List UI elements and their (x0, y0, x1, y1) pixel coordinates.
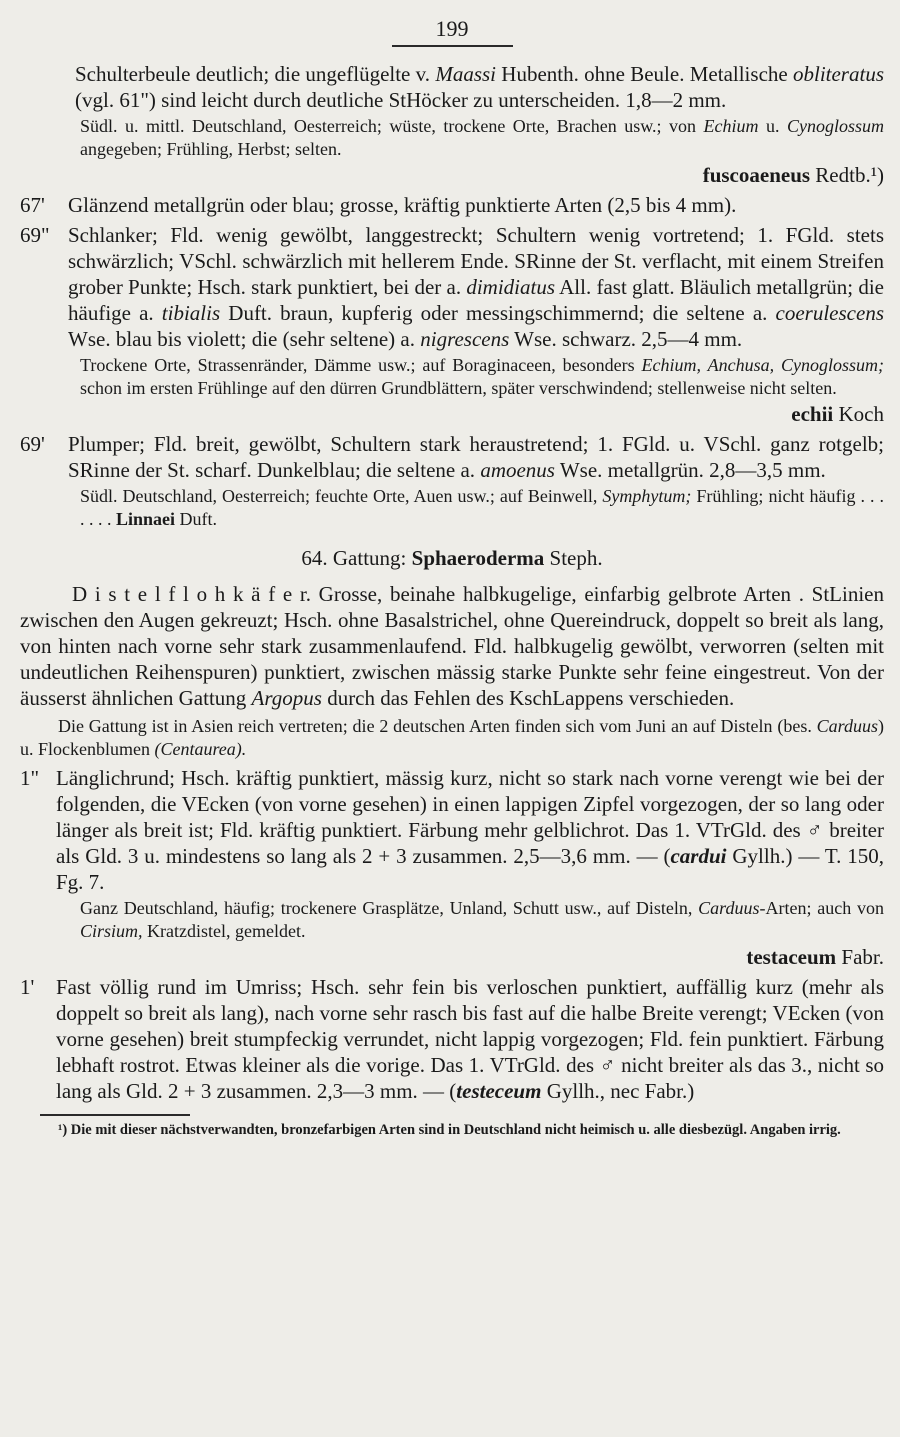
key-entry-1-doubleprime-text (56, 765, 884, 895)
text-run: Gyllh.) — T. 150, Fg. 7. (56, 844, 884, 894)
key-entry-67 (20, 192, 884, 218)
text-run: Frühling; nicht häufig (691, 486, 856, 506)
text-run: Cirsium, (80, 921, 143, 941)
text-run: testeceum (456, 1079, 542, 1103)
text-run: -Arten; auch von (759, 898, 884, 918)
text-run: Plumper; Fld. breit, gewölbt, Schultern stark heraustretend; 1. FGld. u. VSchl. ganz rotgelb; SRinne der St. scharf. Dunkelblau; die seltene a. (68, 432, 884, 482)
text-run: amoenus (480, 458, 555, 482)
text-run: u. (758, 116, 787, 136)
text-run: Kratzdistel, gemeldet. (142, 921, 306, 941)
page-header (20, 16, 884, 47)
key-entry-1-prime-text (56, 974, 884, 1104)
text-run: Duft. braun, kupferig oder messingschimmernd; die seltene a. (220, 301, 776, 325)
key-entry-1-doubleprime (20, 765, 884, 895)
key-entry-69-prime-text (68, 431, 884, 483)
text-run: tibialis (161, 301, 221, 325)
text-run: Linnaei (116, 509, 176, 529)
species-line-testaceum (20, 944, 884, 970)
key-number-1-prime: 1' (20, 975, 35, 999)
key-number-69-prime: 69' (20, 432, 45, 456)
continuation-paragraph (75, 61, 884, 113)
text-run: durch das Fehlen des KschLappens verschieden. (321, 686, 735, 710)
text-run: ¹) Die mit dieser nächstverwandten, bronzefarbigen Arten sind in Deutschland nicht heimisch u. alle diesbezügl. Angaben irrig. (58, 1122, 841, 1138)
text-run: Südl. u. mittl. Deutschland, Oesterreich; wüste, trockene Orte, Brachen usw.; von (80, 116, 704, 136)
text-run: Argopus (251, 686, 322, 710)
genus-distribution-note (20, 715, 884, 761)
text-run: Südl. Deutschland, Oesterreich; feuchte Orte, Auen usw.; auf Beinwell, (80, 486, 603, 506)
key-entry-67-text (68, 192, 884, 218)
text-run: Maassi (435, 62, 497, 86)
key-entry-69-doubleprime (20, 222, 884, 352)
species-line-echii (20, 401, 884, 427)
text-run: Echium (703, 116, 759, 136)
text-run: Wse. schwarz. 2,5—4 mm. (509, 327, 743, 351)
text-run: 64. Gattung: (301, 546, 412, 570)
text-run: dimidiatus (466, 275, 556, 299)
text-run: Sphaeroderma (411, 546, 545, 570)
text-run: Glänzend metallgrün oder blau; grosse, kräftig punktierte Arten (2,5 bis 4 mm). (68, 193, 737, 217)
text-run: schon im ersten Frühlinge auf den dürren Grundblättern, später verschwindend; stellenweise nicht selten. (80, 378, 837, 398)
text-run: D i s t e l f l o h k ä f e r. Grosse, beinahe halbkugelige, einfarbig gelbrote Arten . StLinien zwischen den Augen gekreuzt; Hsch. ohne Basalstrichel, ohne Quereindruck, doppelt so breit als lang, von hinten nach vorne sehr stark zusammenlaufend. Fld. halbkugelig gewölbt, verworren (selten mit undeutlichen Reihenspuren) punktiert, zwischen mässig starke Punkte sehr feine eingestreut. Von der äusserst ähnlichen Gattung (20, 582, 884, 710)
page-number: 199 (392, 16, 513, 47)
text-run: Echium, Anchusa, Cynoglossum; (641, 355, 884, 375)
habitat-note-fuscoaeneus (80, 115, 884, 161)
key-entry-69-doubleprime-text (68, 222, 884, 352)
habitat-note-linnaei (80, 485, 884, 531)
text-run: (Centaurea). (154, 739, 247, 759)
habitat-note-echii (80, 354, 884, 400)
text-run: Redtb.¹) (810, 163, 884, 187)
text-run: echii (791, 402, 834, 426)
text-run: testaceum (746, 945, 837, 969)
text-run: Schulterbeule deutlich; die ungeflügelte v. (75, 62, 436, 86)
text-run: Fast völlig rund im Umriss; Hsch. sehr fein bis verloschen punktiert, auffällig kurz (mehr als doppelt so breit als lang), nach vorne sehr rasch bis fast auf die halbe Breite verengt; VEcken (von vorne gesehen) breit stumpfeckig verrundet, nicht lappig vorgezogen; Fld. fein punktiert. Färbung lebhaft rostrot. Etwas kleiner als die vorige. Das 1. VTrGld. des ♂ nicht breiter als das 3., nicht so lang als Gld. 2 + 3 zusammen. 2,3—3 mm. — ( (56, 975, 884, 1103)
text-run: Trockene Orte, Strassenränder, Dämme usw.; auf Boraginaceen, besonders (80, 355, 642, 375)
text-run: cardui (670, 844, 727, 868)
text-run: Symphytum; (602, 486, 692, 506)
text-run: Hubenth. ohne Beule. Metallische (496, 62, 793, 86)
text-run: Cynoglossum (787, 116, 885, 136)
key-entry-69-prime (20, 431, 884, 483)
species-line-fuscoaeneus (20, 162, 884, 188)
text-run: Koch (833, 402, 884, 426)
text-run: nigrescens (420, 327, 510, 351)
text-run: Carduus (816, 716, 878, 736)
key-number-69-doubleprime: 69" (20, 223, 50, 247)
text-run: angegeben; Frühling, Herbst; selten. (80, 139, 342, 159)
footnote-separator (40, 1114, 190, 1116)
text-run: . . . . . . . (80, 486, 885, 529)
text-run: obliteratus (792, 62, 884, 86)
text-run: Schlanker; Fld. wenig gewölbt, langgestreckt; Schultern wenig vortretend; 1. FGld. stets schwärzlich; VSchl. schwärzlich mit hellerem Ende. SRinne der St. verflacht, mit einem Streifen grober Punkte; Hsch. stark punktiert, bei der a. (68, 223, 884, 299)
key-number-67: 67' (20, 193, 45, 217)
text-run: Duft. (175, 509, 218, 529)
text-run: Fabr. (836, 945, 884, 969)
text-run: Ganz Deutschland, häufig; trockenere Grasplätze, Unland, Schutt usw., auf Disteln, (80, 898, 699, 918)
text-run: fuscoaeneus (702, 163, 811, 187)
text-run: Wse. metallgrün. 2,8—3,5 mm. (554, 458, 826, 482)
genus-description (20, 581, 884, 711)
habitat-note-testaceum (80, 897, 884, 943)
footnote (20, 1121, 884, 1140)
genus-heading (20, 545, 884, 571)
key-entry-1-prime (20, 974, 884, 1104)
text-run: Die Gattung ist in Asien reich vertreten; die 2 deutschen Arten finden sich vom Juni an auf Disteln (bes. (58, 716, 817, 736)
text-run: (vgl. 61") sind leicht durch deutliche StHöcker zu unterscheiden. 1,8—2 mm. (75, 88, 727, 112)
text-run: Länglichrund; Hsch. kräftig punktiert, mässig kurz, nicht so stark nach vorne verengt wie bei der folgenden, die VEcken (von vorne gesehen) in einen lappigen Zipfel vorgezogen, der so lang oder länger als breit ist; Fld. kräftig punktiert. Färbung mehr gelblichrot. Das 1. VTrGld. des ♂ breiter als Gld. 3 u. mindestens so lang als 2 + 3 zusammen. 2,5—3,6 mm. — ( (56, 766, 884, 868)
key-number-1-doubleprime: 1" (20, 766, 40, 790)
text-run: coerulescens (775, 301, 884, 325)
text-run: Steph. (544, 546, 603, 570)
text-run: Wse. blau bis violett; die (sehr seltene) a. (68, 327, 421, 351)
text-run: Carduus (698, 898, 760, 918)
text-run: Gyllh., nec Fabr.) (541, 1079, 695, 1103)
text-run: ) u. Flockenblumen (20, 716, 884, 759)
text-run: All. fast glatt. Bläulich metallgrün; die häufige a. (68, 275, 884, 325)
